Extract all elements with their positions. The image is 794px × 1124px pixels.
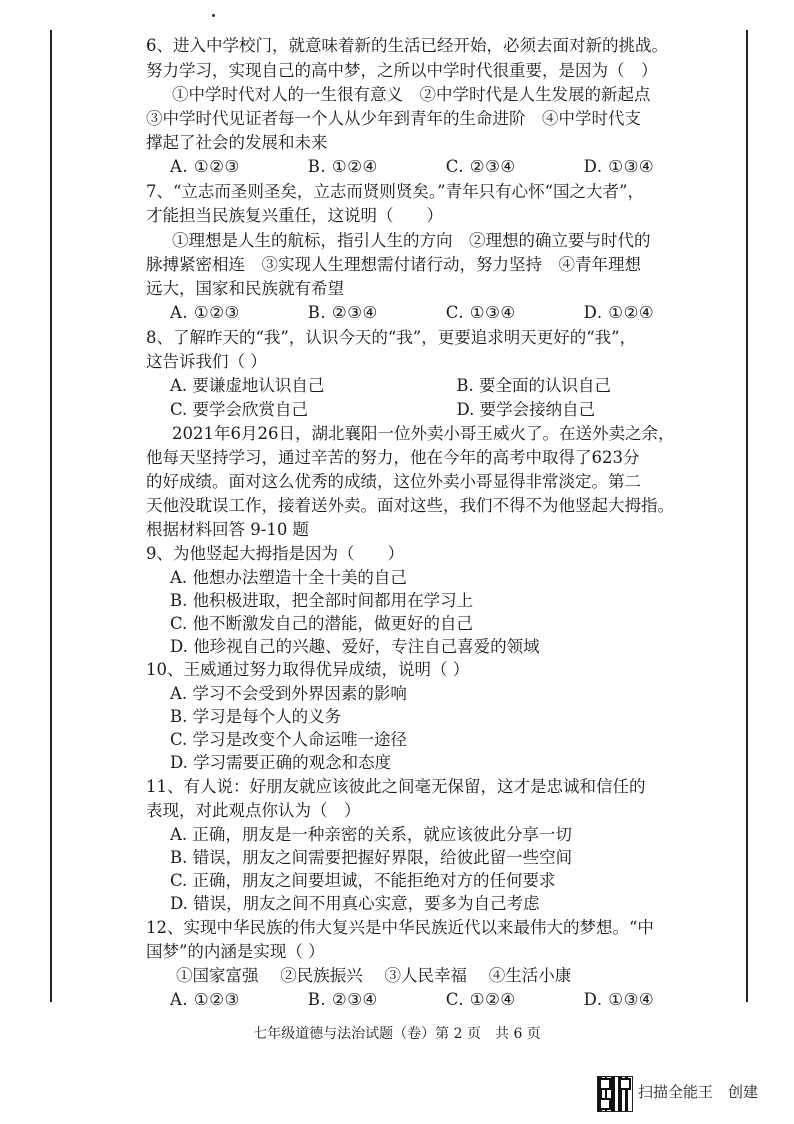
question-12-line-2: 国梦”的内涵是实现（ ） <box>146 942 325 961</box>
question-6-statement-line-1: ①中学时代对人的一生很有意义 ②中学时代是人生发展的新起点 <box>172 85 651 104</box>
question-8-options-ab: A. 要谦虚地认识自己 B. 要全面的认识自己 <box>170 376 612 395</box>
question-9-option-a: A. 他想办法塑造十全十美的自己 <box>170 568 407 587</box>
question-9-option-d: D. 他珍视自己的兴趣、爱好，专注自己喜爱的领域 <box>170 637 540 656</box>
question-6-line-2: 努力学习，实现自己的高中梦，之所以中学时代很重要，是因为（ ） <box>146 61 658 80</box>
question-10-option-d: D. 学习需要正确的观念和态度 <box>170 753 392 772</box>
question-7-line-1: 7、“立志而圣则圣矣，立志而贤则贤矣。”青年只有心怀“国之大者”， <box>146 182 644 201</box>
page-footer: 七年级道德与法治试题（卷）第 2 页 共 6 页 <box>253 1026 541 1042</box>
qr-code-icon <box>597 1076 633 1112</box>
question-12-line-1: 12、实现中华民族的伟大复兴是中华民族近代以来最伟大的梦想。“中 <box>146 918 654 937</box>
question-7-line-2: 才能担当民族复兴重任，这说明（ ） <box>146 206 443 225</box>
question-9-stem: 9、为他竖起大拇指是因为（ ） <box>146 544 404 563</box>
material-line-2: 他每天坚持学习，通过辛苦的努力，他在今年的高考中取得了623分 <box>146 448 640 467</box>
question-7-statement-line-1: ①理想是人生的航标，指引人生的方向 ②理想的确立要与时代的 <box>172 231 651 250</box>
question-11-option-b: B. 错误，朋友之间需要把握好界限，给彼此留一些空间 <box>170 848 573 867</box>
material-line-1: 2021年6月26日，湖北襄阳一位外卖小哥王威火了。在送外卖之余， <box>172 424 675 443</box>
question-11-option-a: A. 正确，朋友是一种亲密的关系，就应该彼此分享一切 <box>170 825 572 844</box>
material-line-4: 天他没耽误工作，接着送外卖。面对这些，我们不得不为他竖起大拇指。 <box>146 496 674 515</box>
question-11-line-2: 表现，对此观点你认为（ ） <box>146 801 361 820</box>
question-8-options-cd: C. 要学会欣赏自己 D. 要学会接纳自己 <box>170 400 596 419</box>
question-11-option-d: D. 错误，朋友之间不用真心实意，要多为自己考虑 <box>170 894 540 913</box>
material-instruction: 根据材料回答 9-10 题 <box>146 520 310 539</box>
question-7-statement-line-2: 脉搏紧密相连 ③实现人生理想需付诸行动，努力坚持 ④青年理想 <box>146 255 641 274</box>
material-line-3: 的好成绩。面对这么优秀的成绩，这位外卖小哥显得非常淡定。第二 <box>146 472 641 491</box>
question-9-option-b: B. 他积极进取，把全部时间都用在学习上 <box>170 591 474 610</box>
question-8-line-1: 8、了解昨天的“我”，认识今天的“我”，更要追求明天更好的“我”， <box>146 328 637 347</box>
question-6-statement-line-3: 撑起了社会的发展和未来 <box>146 133 328 152</box>
question-9-option-c: C. 他不断激发自己的潜能，做更好的自己 <box>170 614 474 633</box>
question-7-statement-line-3: 远大，国家和民族就有希望 <box>146 279 344 298</box>
question-10-option-b: B. 学习是每个人的义务 <box>170 707 342 726</box>
question-6-line-1: 6、进入中学校门，就意味着新的生活已经开始，必须去面对新的挑战。 <box>146 36 668 55</box>
question-11-option-c: C. 正确，朋友之间要坦诚，不能拒绝对方的任何要求 <box>170 871 556 890</box>
question-6-statement-line-2: ③中学时代见证者每一个人从少年到青年的生命进阶 ④中学时代支 <box>146 109 641 128</box>
question-10-option-c: C. 学习是改变个人命运唯一途径 <box>170 730 408 749</box>
question-10-option-a: A. 学习不会受到外界因素的影响 <box>170 684 407 703</box>
scanner-watermark: 扫描全能王 创建 <box>638 1083 759 1101</box>
question-7-options: A. ①②③ B. ②③④ C. ①③④ D. ①②④ <box>170 303 655 322</box>
question-10-stem: 10、王威通过努力取得优异成绩，说明（ ） <box>146 660 470 679</box>
question-6-options: A. ①②③ B. ①②④ C. ②③④ D. ①③④ <box>170 157 655 176</box>
question-12-statements: ①国家富强 ②民族振兴 ③人民幸福 ④生活小康 <box>176 966 572 985</box>
question-11-line-1: 11、有人说：好朋友就应该彼此之间毫无保留，这才是忠诚和信任的 <box>146 777 646 796</box>
question-12-options: A. ①②③ B. ②③④ C. ①②④ D. ①③④ <box>170 990 655 1009</box>
question-8-line-2: 这告诉我们（ ） <box>146 352 267 371</box>
